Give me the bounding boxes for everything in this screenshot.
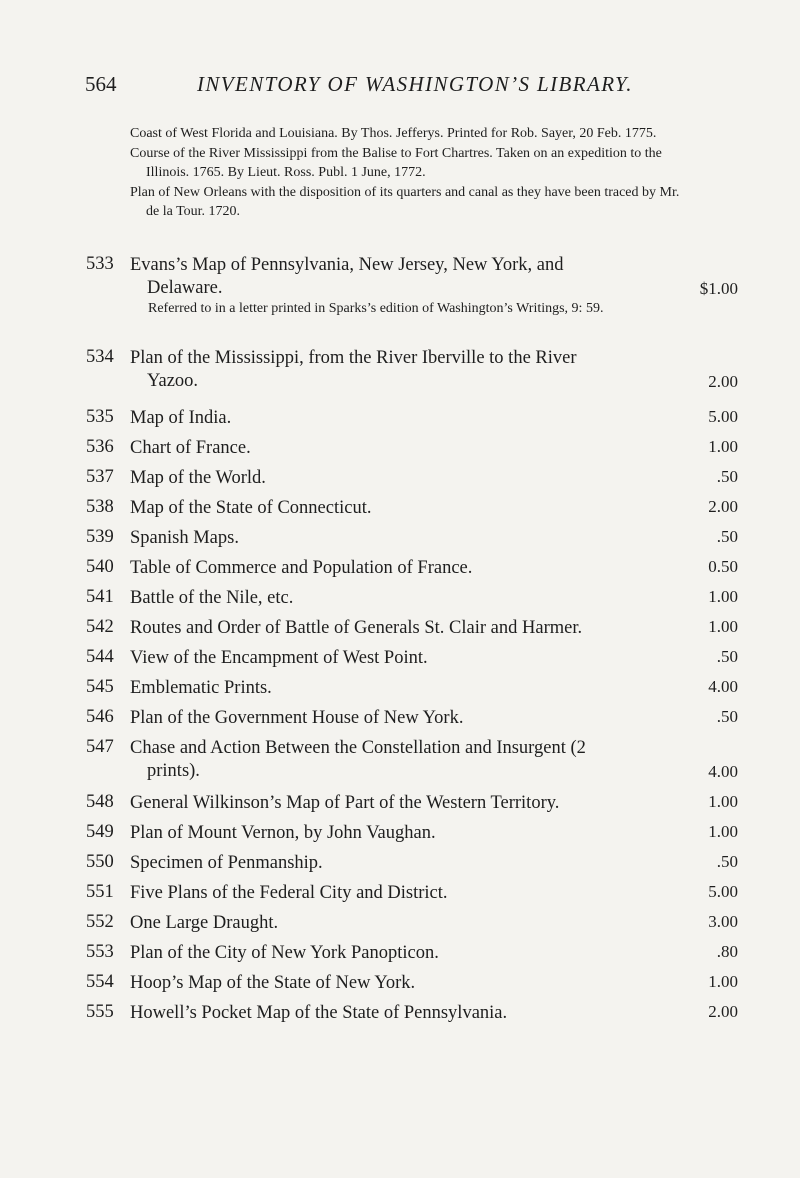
entry-note: Referred to in a letter printed in Sparks’s edition of Washington’s Writings, 9: 59. bbox=[148, 301, 604, 316]
entry-number: 534 bbox=[86, 347, 114, 367]
entry-title-line: Chase and Action Between the Constellation and Insurgent (2 bbox=[130, 738, 586, 758]
entry-price: 5.00 bbox=[708, 882, 738, 901]
entry-number: 554 bbox=[86, 972, 114, 992]
entry-number: 546 bbox=[86, 707, 114, 727]
entry-number: 533 bbox=[86, 254, 114, 274]
entry-price: .50 bbox=[716, 852, 738, 871]
entry-title: Routes and Order of Battle of Generals St. Clair and Harmer. bbox=[130, 618, 583, 638]
page-header bbox=[85, 72, 685, 102]
entry-number: 552 bbox=[86, 912, 114, 932]
entry-title: Plan of Mount Vernon, by John Vaughan. bbox=[130, 823, 436, 843]
entry-title: Hoop’s Map of the State of New York. bbox=[130, 973, 416, 993]
entry-price: 1.00 bbox=[708, 437, 738, 456]
entry-number: 553 bbox=[86, 942, 114, 962]
entry-price: 2.00 bbox=[708, 497, 738, 516]
entry-price: 1.00 bbox=[708, 972, 738, 991]
entry-title: Five Plans of the Federal City and District. bbox=[130, 883, 448, 903]
entry-title-line: Delaware. bbox=[147, 278, 223, 298]
entry-price: 1.00 bbox=[708, 822, 738, 841]
entry-number: 539 bbox=[86, 527, 114, 547]
entry-title bbox=[130, 737, 645, 783]
entry-price: $1.00 bbox=[699, 279, 738, 298]
entry-price: 1.00 bbox=[708, 792, 738, 811]
sub-note: Plan of New Orleans with the disposition of its quarters and canal as they have been traced by Mr. de la Tour. 1720. bbox=[130, 184, 680, 219]
entry-price: 2.00 bbox=[708, 372, 738, 391]
entry-price: 1.00 bbox=[708, 617, 738, 636]
entry-price: 1.00 bbox=[708, 587, 738, 606]
entry-number: 536 bbox=[86, 437, 114, 457]
sub-note: Course of the River Mississippi from the Balise to Fort Chartres. Taken on an expedition to the Illinois. 1765. By Lieut. Ross. Publ. 1 June, 1772. bbox=[130, 145, 662, 180]
entry-title-line: Yazoo. bbox=[147, 371, 199, 391]
entry-title: Howell’s Pocket Map of the State of Pennsylvania. bbox=[130, 1003, 508, 1023]
entry-price: .50 bbox=[716, 467, 738, 486]
entry-number: 551 bbox=[86, 882, 114, 902]
entry-title-line: Plan of the Mississippi, from the River Iberville to the River bbox=[130, 348, 577, 368]
entry-number: 541 bbox=[86, 587, 114, 607]
entry-price: 2.00 bbox=[708, 1002, 738, 1021]
entry-price: .80 bbox=[716, 942, 738, 961]
entry-title-line: prints). bbox=[147, 761, 200, 781]
entry-title bbox=[130, 347, 645, 393]
entry-title-line: Evans’s Map of Pennsylvania, New Jersey, New York, and bbox=[130, 255, 564, 275]
entry-title: Map of India. bbox=[130, 408, 232, 428]
entry-title bbox=[130, 254, 645, 300]
entry-title: Battle of the Nile, etc. bbox=[130, 588, 294, 608]
entry-title: Emblematic Prints. bbox=[130, 678, 272, 698]
entry-price: 5.00 bbox=[708, 407, 738, 426]
entry-number: 555 bbox=[86, 1002, 114, 1022]
entry-number: 535 bbox=[86, 407, 114, 427]
entry-price: .50 bbox=[716, 707, 738, 726]
entry-title: Plan of the City of New York Panopticon. bbox=[130, 943, 439, 963]
entry-title: One Large Draught. bbox=[130, 913, 279, 933]
entry-title: View of the Encampment of West Point. bbox=[130, 648, 428, 668]
entry-price: 4.00 bbox=[708, 762, 738, 781]
page-number: 564 bbox=[85, 72, 117, 96]
entry-price: .50 bbox=[716, 527, 738, 546]
entry-title: Map of the World. bbox=[130, 468, 266, 488]
sub-note: Coast of West Florida and Louisiana. By Thos. Jefferys. Printed for Rob. Sayer, 20 Feb. 1775. bbox=[130, 126, 657, 141]
entry-price: 0.50 bbox=[708, 557, 738, 576]
entry-title: Map of the State of Connecticut. bbox=[130, 498, 372, 518]
entry-title: General Wilkinson’s Map of Part of the Western Territory. bbox=[130, 793, 560, 813]
entry-title: Spanish Maps. bbox=[130, 528, 239, 548]
entry-number: 540 bbox=[86, 557, 114, 577]
entry-number: 544 bbox=[86, 647, 114, 667]
entry-number: 537 bbox=[86, 467, 114, 487]
entry-number: 542 bbox=[86, 617, 114, 637]
entry-number: 538 bbox=[86, 497, 114, 517]
sub-notes bbox=[130, 124, 686, 222]
entry-title: Chart of France. bbox=[130, 438, 251, 458]
entry-price: 4.00 bbox=[708, 677, 738, 696]
entry-number: 549 bbox=[86, 822, 114, 842]
entry-title: Plan of the Government House of New York. bbox=[130, 708, 464, 728]
entry-number: 550 bbox=[86, 852, 114, 872]
entry-number: 547 bbox=[86, 737, 114, 757]
entry-title: Table of Commerce and Population of France. bbox=[130, 558, 473, 578]
entry-price: .50 bbox=[716, 647, 738, 666]
running-title: INVENTORY OF WASHINGTON’S LIBRARY. bbox=[197, 72, 633, 96]
entry-number: 545 bbox=[86, 677, 114, 697]
entry-title: Specimen of Penmanship. bbox=[130, 853, 323, 873]
entry-price: 3.00 bbox=[708, 912, 738, 931]
entry-number: 548 bbox=[86, 792, 114, 812]
